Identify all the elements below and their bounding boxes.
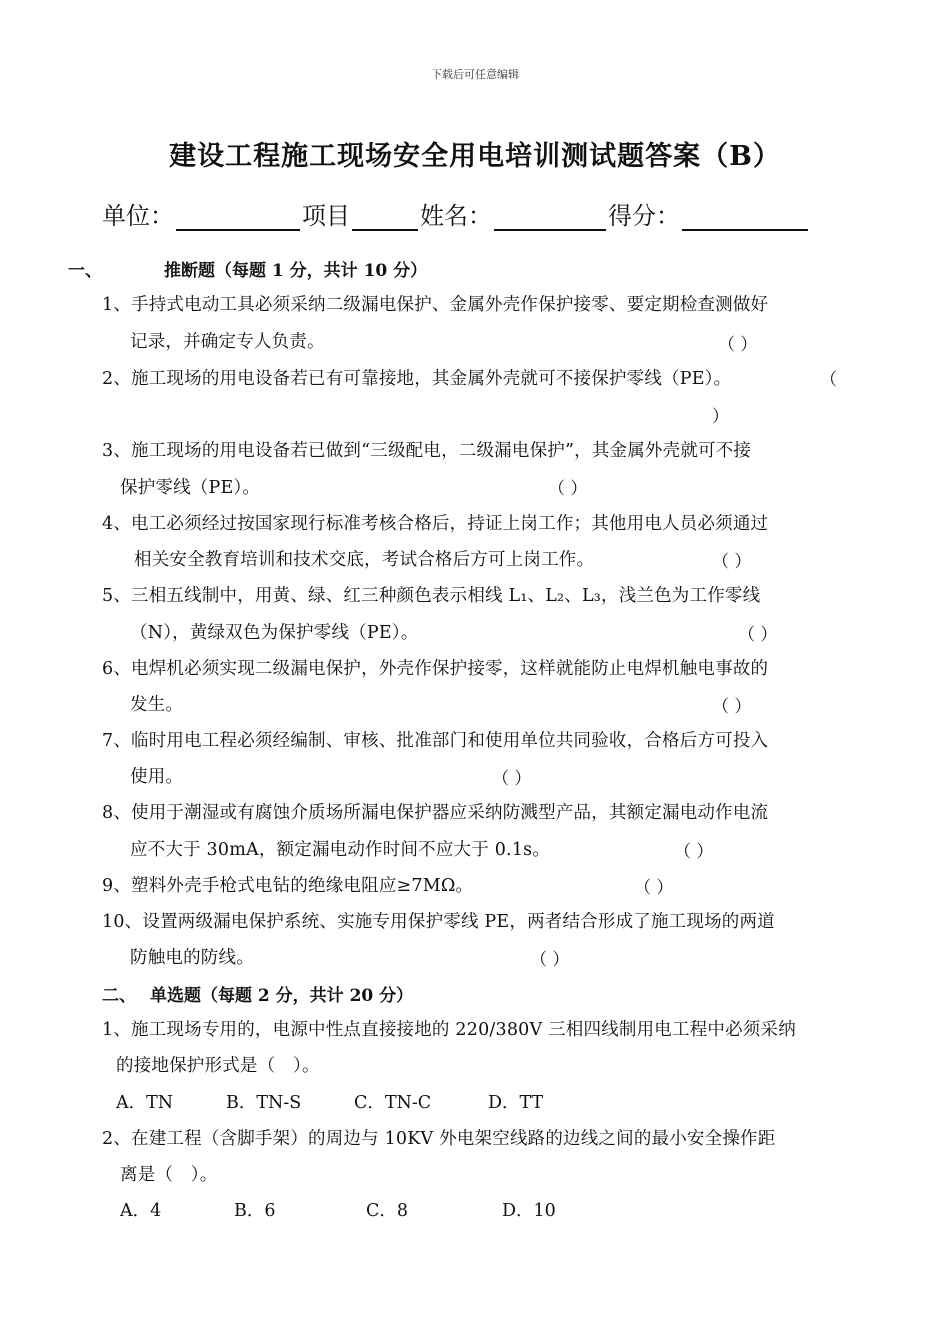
q2-line1: 2、施工现场的用电设备若已有可靠接地，其金属外壳就可不接保护零线（PE）。 — [102, 369, 732, 389]
s2-q1-option-b[interactable]: B．TN-S — [226, 1093, 302, 1113]
q5-line1: 5、三相五线制中，用黄、绿、红三种颜色表示相线 L₁、L₂、L₃，浅兰色为工作零线 — [102, 586, 761, 606]
q1-answer[interactable]: （ ） — [718, 335, 758, 355]
q8-line1: 8、使用于潮湿或有腐蚀介质场所漏电保护器应采纳防溅型产品，其额定漏电动作电流 — [102, 803, 769, 823]
info-row — [102, 196, 810, 231]
q9-answer[interactable]: （ ） — [634, 878, 674, 898]
q6-answer[interactable]: （ ） — [712, 697, 752, 717]
name-label: 姓名： — [420, 202, 492, 230]
q7-line2: 使用。 — [130, 767, 184, 787]
q7-line1: 7、临时用电工程必须经编制、审核、批准部门和使用单位共同验收，合格后方可投入 — [102, 731, 769, 751]
q8-line2: 应不大于 30mA，额定漏电动作时间不应大于 0.1s。 — [130, 840, 551, 860]
s2-q1-option-a[interactable]: A．TN — [116, 1093, 174, 1113]
unit-blank[interactable] — [176, 203, 300, 231]
q1-line1: 1、手持式电动工具必须采纳二级漏电保护、金属外壳作保护接零、要定期检查测做好 — [102, 295, 769, 315]
section1-number: 一、 — [68, 261, 102, 281]
q2-answer-close[interactable]: ） — [712, 407, 729, 427]
q6-line1: 6、电焊机必须实现二级漏电保护，外壳作保护接零，这样就能防止电焊机触电事故的 — [102, 659, 769, 679]
q4-answer[interactable]: （ ） — [712, 552, 752, 572]
q3-answer[interactable]: （ ） — [548, 479, 588, 499]
s2-q2-line2: 离是（ ）。 — [120, 1165, 218, 1185]
s2-q1-line2: 的接地保护形式是（ ）。 — [116, 1056, 320, 1076]
s2-q2-line1: 2、在建工程（含脚手架）的周边与 10KV 外电架空线路的边线之间的最小安全操作距 — [102, 1129, 776, 1149]
q8-answer[interactable]: （ ） — [674, 842, 714, 862]
section2-number: 二、 — [102, 986, 136, 1006]
name-blank[interactable] — [494, 203, 606, 231]
q10-line2: 防触电的防线。 — [130, 948, 254, 968]
s2-q2-option-a[interactable]: A．4 — [120, 1201, 162, 1221]
q5-line2: （N），黄绿双色为保护零线（PE）。 — [130, 623, 419, 643]
s2-q2-option-b[interactable]: B．6 — [234, 1201, 276, 1221]
q4-line1: 4、电工必须经过按国家现行标准考核合格后，持证上岗工作；其他用电人员必须通过 — [102, 514, 769, 534]
s2-q2-option-c[interactable]: C．8 — [366, 1201, 409, 1221]
q10-line1: 10、设置两级漏电保护系统、实施专用保护零线 PE，两者结合形成了施工现场的两道 — [102, 912, 775, 932]
s2-q1-option-d[interactable]: D．TT — [488, 1093, 544, 1113]
q3-line1: 3、施工现场的用电设备若已做到“三级配电，二级漏电保护”，其金属外壳就可不接 — [102, 441, 752, 461]
section2-heading: 单选题（每题 2 分，共计 20 分） — [150, 986, 414, 1006]
q4-line2: 相关安全教育培训和技术交底，考试合格后方可上岗工作。 — [134, 550, 595, 570]
header-note: 下载后可任意编辑 — [431, 68, 519, 81]
section1-heading: 推断题（每题 1 分，共计 10 分） — [164, 261, 428, 281]
q10-answer[interactable]: （ ） — [530, 950, 570, 970]
s2-q1-line1: 1、施工现场专用的，电源中性点直接接地的 220/380V 三相四线制用电工程中必须采纳 — [102, 1020, 796, 1040]
q6-line2: 发生。 — [130, 695, 184, 715]
s2-q2-option-d[interactable]: D．10 — [502, 1201, 556, 1221]
score-blank[interactable] — [682, 203, 808, 231]
score-label: 得分： — [608, 202, 680, 230]
project-blank[interactable] — [352, 203, 418, 231]
q5-answer[interactable]: （ ） — [738, 625, 778, 645]
q1-line2: 记录，并确定专人负责。 — [130, 332, 325, 352]
q2-answer-open[interactable]: （ — [820, 370, 837, 390]
project-label: 项目 — [302, 202, 350, 230]
q9-line1: 9、塑料外壳手枪式电钻的绝缘电阻应≥7MΩ。 — [102, 876, 474, 896]
q7-answer[interactable]: （ ） — [492, 769, 532, 789]
s2-q1-option-c[interactable]: C．TN-C — [354, 1093, 432, 1113]
page-title: 建设工程施工现场安全用电培训测试题答案（B） — [169, 141, 781, 172]
unit-label: 单位： — [102, 202, 174, 230]
q3-line2: 保护零线（PE）。 — [120, 478, 261, 498]
